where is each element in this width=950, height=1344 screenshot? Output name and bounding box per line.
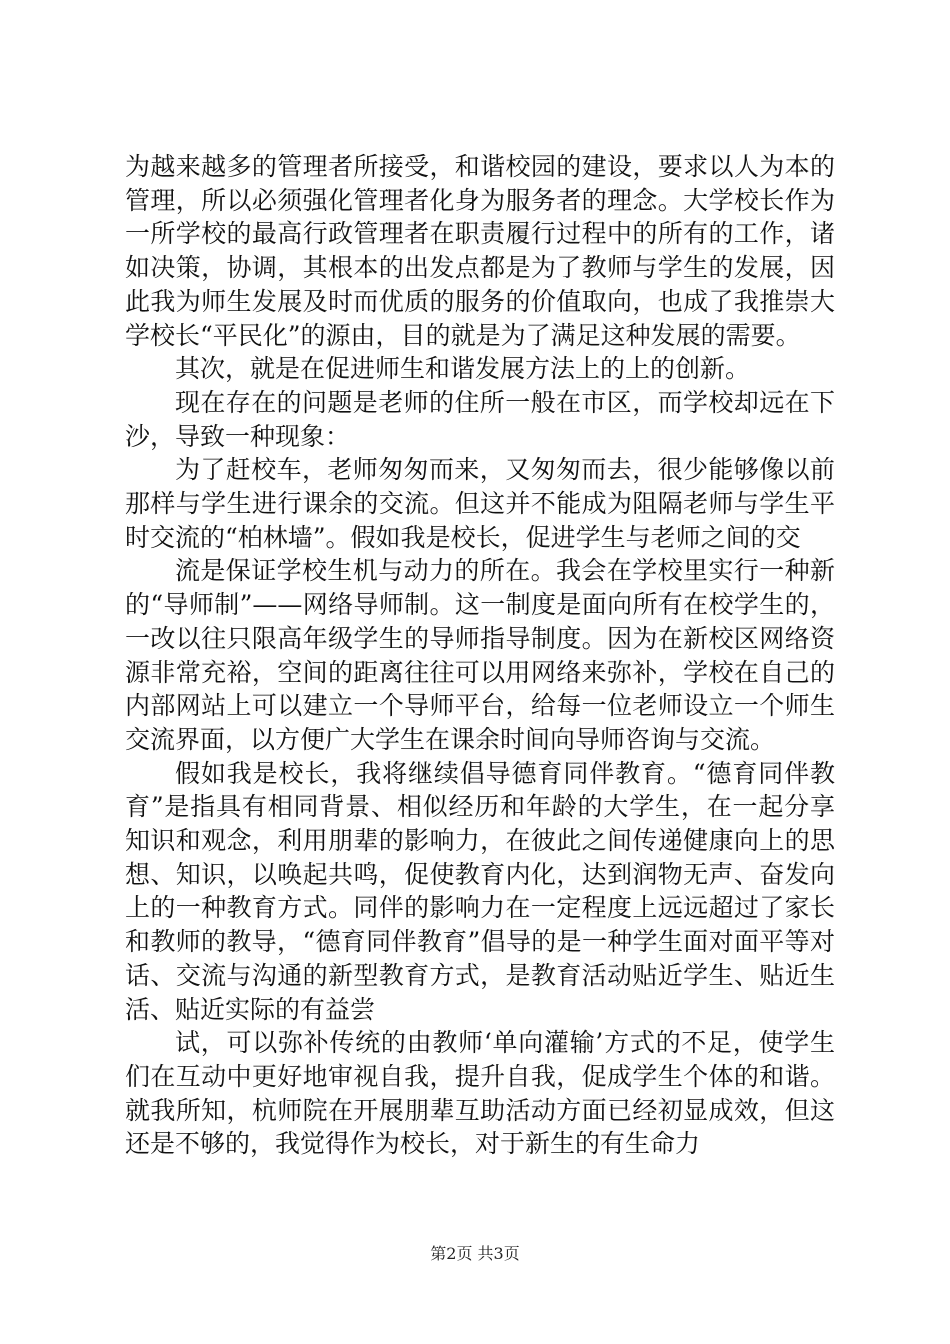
- paragraph-4: 为了赶校车，老师匆匆而来，又匆匆而去，很少能够像以前那样与学生进行课余的交流。但这并不能成为阻隔老师与学生平时交流的“柏林墙”。假如我是校长，促进学生与老师之间的交: [125, 455, 835, 552]
- paragraph-1: 为越来越多的管理者所接受，和谐校园的建设，要求以人为本的管理，所以必须强化管理者化身为服务者的理念。大学校长作为一所学校的最高行政管理者在职责履行过程中的所有的工作，诸如决策，协调，其根本的出发点都是为了教师与学生的发展，因此我为师生发展及时而优质的服务的价值取向，也成了我推崇大学校长“平民化”的源由，目的就是为了满足这种发展的需要。: [125, 152, 835, 350]
- page-number-footer: 第2页 共3页: [430, 1244, 520, 1263]
- paragraph-2: 其次，就是在促进师生和谐发展方法上的上的创新。: [175, 354, 751, 384]
- paragraph-3: 现在存在的问题是老师的住所一般在市区，而学校却远在下沙，导致一种现象：: [125, 387, 835, 451]
- paragraph-5: 流是保证学校生机与动力的所在。我会在学校里实行一种新的“导师制”——网络导师制。这一制度是面向所有在校学生的，一改以往只限高年级学生的导师指导制度。因为在新校区网络资源非常充裕，空间的距离往往可以用网络来弥补，学校在自己的内部网站上可以建立一个导师平台，给每一位老师设立一个师生交流界面，以方便广大学生在课余时间向导师咨询与交流。: [125, 556, 835, 754]
- paragraph-6: 假如我是校长，我将继续倡导德育同伴教育。“德育同伴教育”是指具有相同背景、相似经历和年龄的大学生，在一起分享知识和观念，利用朋辈的影响力，在彼此之间传递健康向上的思想、知识，以唤起共鸣，促使教育内化，达到润物无声、奋发向上的一种教育方式。同伴的影响力在一定程度上远远超过了家长和教师的教导，“德育同伴教育”倡导的是一种学生面对面平等对话、交流与沟通的新型教育方式，是教育活动贴近学生、贴近生活、贴近实际的有益尝: [125, 758, 835, 1024]
- document-body: [125, 150, 835, 1161]
- paragraph-7: 试，可以弥补传统的由教师‘单向灌输’方式的不足，使学生们在互动中更好地审视自我，提升自我，促成学生个体的和谐。就我所知，杭师院在开展朋辈互助活动方面已经初显成效，但这还是不够的，我觉得作为校长，对于新生的有生命力: [125, 1028, 835, 1159]
